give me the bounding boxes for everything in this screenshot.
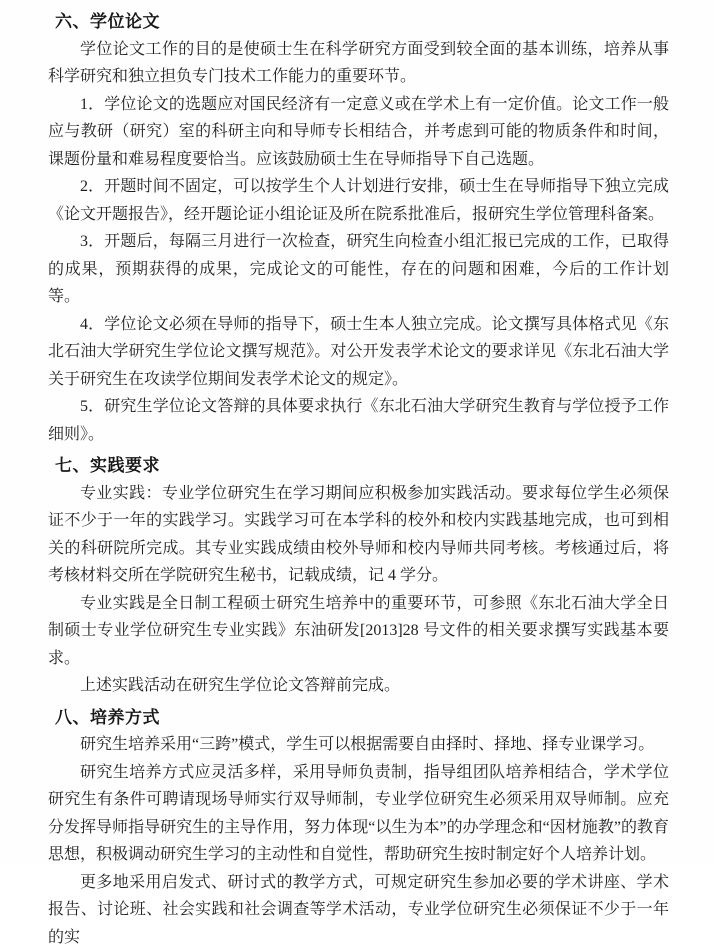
paragraph-practice-deadline: 上述实践活动在研究生学位论文答辩前完成。 [48, 672, 669, 700]
section-training-mode [48, 704, 669, 951]
section-heading-degree-thesis: 六、学位论文 [48, 8, 669, 36]
paragraph-practice-overview: 专业实践：专业学位研究生在学习期间应积极参加实践活动。要求每位学生必须保证不少于一年的实践学习。实践学习可在本学科的校外和校内实践基地完成，也可到相关的科研院所完成。其专业实践成绩由校外导师和校内导师共同考核。考核通过后，将考核材料交所在学院研究生秘书，记载成绩，记 4 学分。 [48, 480, 669, 590]
paragraph-thesis-purpose: 学位论文工作的目的是使硕士生在科学研究方面受到较全面的基本训练，培养从事科学研究和独立担负专门技术工作能力的重要环节。 [48, 36, 669, 91]
section-degree-thesis [48, 8, 669, 448]
section-practice-requirements [48, 452, 669, 700]
paragraph-thesis-item-2: 2．开题时间不固定，可以按学生个人计划进行安排，硕士生在导师指导下独立完成《论文开题报告》，经开题论证小组论证及所在院系批准后，报研究生学位管理科备案。 [48, 173, 669, 228]
paragraph-thesis-item-1: 1．学位论文的选题应对国民经济有一定意义或在学术上有一定价值。论文工作一般应与教研（研究）室的科研主向和导师专长相结合，并考虑到可能的物质条件和时间，课题份量和难易程度要恰当。应该鼓励硕士生在导师指导下自己选题。 [48, 91, 669, 174]
paragraph-training-sankua: 研究生培养采用“三跨”模式，学生可以根据需要自由择时、择地、择专业课学习。 [48, 731, 669, 759]
paragraph-thesis-item-5: 5．研究生学位论文答辩的具体要求执行《东北石油大学研究生教育与学位授予工作细则》。 [48, 393, 669, 448]
paragraph-practice-reference: 专业实践是全日制工程硕士研究生培养中的重要环节，可参照《东北石油大学全日制硕士专业学位研究生专业实践》东油研发[2013]28 号文件的相关要求撰写实践基本要求。 [48, 590, 669, 673]
paragraph-training-teaching: 更多地采用启发式、研讨式的教学方式，可规定研究生参加必要的学术讲座、学术报告、讨论班、社会实践和社会调查等学术活动，专业学位研究生必须保证不少于一年的实 [48, 869, 669, 951]
paragraph-thesis-item-3: 3．开题后，每隔三月进行一次检查，研究生向检查小组汇报已完成的工作，已取得的成果，预期获得的成果，完成论文的可能性，存在的问题和困难，今后的工作计划等。 [48, 228, 669, 311]
section-heading-practice: 七、实践要求 [48, 452, 669, 480]
section-heading-training: 八、培养方式 [48, 704, 669, 732]
paragraph-thesis-item-4: 4．学位论文必须在导师的指导下，硕士生本人独立完成。论文撰写具体格式见《东北石油大学研究生学位论文撰写规范》。对公开发表学术论文的要求详见《东北石油大学关于研究生在攻读学位期间发表学术论文的规定》。 [48, 311, 669, 394]
paragraph-training-supervisor: 研究生培养方式应灵活多样，采用导师负责制，指导组团队培养相结合，学术学位研究生有条件可聘请现场导师实行双导师制，专业学位研究生必须采用双导师制。应充分发挥导师指导研究生的主导作用，努力体现“以生为本”的办学理念和“因材施教”的教育思想，积极调动研究生学习的主动性和自觉性，帮助研究生按时制定好个人培养计划。 [48, 759, 669, 869]
